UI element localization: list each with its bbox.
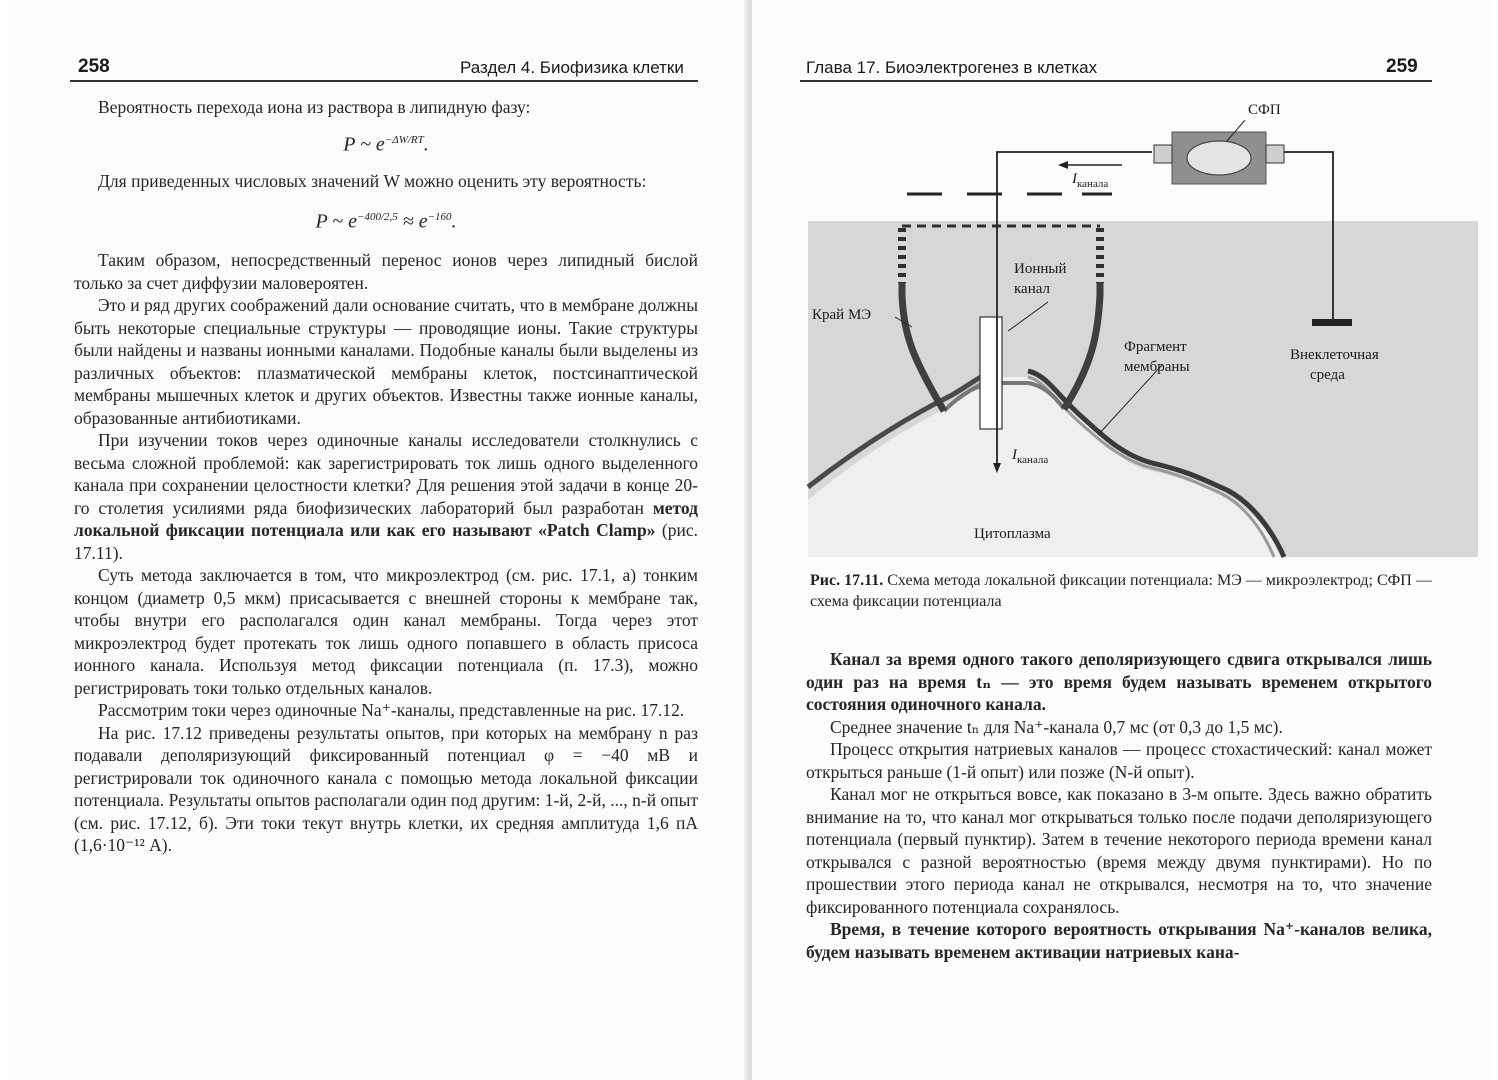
right-page: [752, 0, 1492, 1080]
paragraph-patch-clamp: При изучении токов через одиночные каналы исследователи столкнулись с весьма сложной проблемой: как зарегистрировать ток лишь одного выделенного канала при сохранении целостности клетки? Для решения этой задачи в конце 20-го столетия усилиями ряда биофизических лабораторий был разработан метод локальной фиксации потенциала или как его называют «Patch Clamp» (рис. 17.11).: [74, 430, 698, 563]
me-edge-label: Край МЭ: [812, 307, 872, 323]
estimate-paragraph: Для приведенных числовых значений W можно оценить эту вероятность:: [98, 170, 647, 191]
figure-number: Рис. 17.11.: [810, 572, 884, 589]
ion-channel-label-2: канал: [1014, 281, 1051, 297]
paragraph-ion-channels: Это и ряд других соображений дали основание считать, что в мембране должны быть некоторые специальные структуры — проводящие ионы. Такие структуры были найдены и названы ионными каналами. Подобные каналы были выделены из различных объектов: плазматической мембраны клеток, постсинаптической мембраны мышечных клеток и других объектов. Известны также ионные каналы, образованные антибиотиками.: [74, 295, 698, 428]
intro-paragraph: Вероятность перехода иона из раствора в липидную фазу:: [98, 97, 531, 117]
right-running-head: Глава 17. Биоэлектрогенез в клетках: [806, 58, 1098, 77]
sfp-connector-right: [1266, 145, 1284, 163]
fragment-label-1: Фрагмент: [1124, 339, 1187, 355]
ion-channel: [980, 317, 1002, 429]
left-page-header: [8, 56, 748, 86]
sfp-label: СФП: [1248, 102, 1281, 118]
formula-probability: P ~ $e^{-\Delta W/RT}$.: [343, 133, 429, 156]
left-running-head: Раздел 4. Биофизика клетки: [460, 58, 684, 77]
ground-electrode: [1312, 319, 1352, 326]
figure-caption: Рис. 17.11. Схема метода локальной фиксации потенциала: МЭ — микроэлектрод; СФП — схема фиксации потенциала: [810, 572, 1432, 610]
paragraph-diffusion: Таким образом, непосредственный перенос ионов через липидный бислой только за счет диффузии маловероятен.: [74, 250, 698, 293]
left-text-block: [74, 96, 698, 857]
right-header-rule: [800, 80, 1432, 82]
right-page-header: [752, 56, 1492, 86]
right-text-block: [806, 648, 1432, 963]
sfp-ellipse: [1187, 141, 1251, 175]
current-label-top: $I_{канала}$: [1072, 171, 1109, 190]
paragraph-open-time: Канал за время одного такого деполяризующего сдвига открывался лишь один раз на время tₙ — это время будем называть временем открытого состояния одиночного канала.: [806, 649, 1432, 714]
right-page-number: 259: [1386, 56, 1418, 77]
paragraph-experiments: На рис. 17.12 приведены результаты опытов, при которых на мембрану n раз подавали деполяризующий фиксированный потенциал φ = −40 мВ и регистрировали ток одиночного канала с помощью метода локальной фиксации потенциала. Результаты опытов располагали один под другим: 1-й, 2-й, ..., n-й опыт (см. рис. 17.12, б). Эти токи текут внутрь клетки, их средняя амплитуда 1,6 пА (1,6·10⁻¹² А).: [74, 722, 698, 856]
formula-estimate: P ~ $e^{-400/2,5} \approx e^{-160}$.: [315, 210, 457, 233]
paragraph-not-open: Канал мог не открыться вовсе, как показано в 3-м опыте. Здесь важно обратить внимание на то, что канал мог открываться только после подачи деполяризующего потенциала (первый пунктир). Затем в течение некоторого периода времени канал открывался с разной вероятностью (время между двумя пунктирами). Но по прошествии этого периода канал не открывался, несмотря на то, что значение фиксированного потенциала сохранялось.: [806, 784, 1432, 917]
patch-clamp-term: метод локальной фиксации потенциала или как его называют «Patch Clamp»: [74, 497, 698, 541]
left-page: [8, 0, 748, 1080]
extracellular-label-2: среда: [1310, 367, 1345, 383]
paragraph-method: Суть метода заключается в том, что микроэлектрод (см. рис. 17.1, а) тонким концом (диаметр 0,5 мкм) присасывается с внешней стороны к мембране так, чтобы внутри его располагался один канал мембраны. Тогда через этот микроэлектрод будет протекать ток лишь одного попавшего в область присоса ионного канала. Используя метод фиксации потенциала (п. 17.3), можно регистрировать токи только отдельных каналов.: [74, 565, 698, 698]
fragment-label-2: мембраны: [1124, 359, 1190, 375]
left-header-rule: [70, 80, 698, 82]
paragraph-mean-value: Среднее значение tₙ для Na⁺-канала 0,7 мс (от 0,3 до 1,5 мс).: [830, 716, 1283, 737]
patch-clamp-figure: [802, 95, 1482, 563]
extracellular-label-1: Внеклеточная: [1290, 347, 1379, 363]
paragraph-stochastic: Процесс открытия натриевых каналов — процесс стохастический: канал может открыться раньше (1-й опыт) или позже (N-й опыт).: [806, 739, 1432, 782]
paragraph-activation-time: Время, в течение которого вероятность открывания Na⁺-каналов велика, будем называть временем активации натриевых кана-: [806, 919, 1432, 962]
left-page-number: 258: [78, 56, 110, 77]
paragraph-na-channels: Рассмотрим токи через одиночные Na⁺-каналы, представленные на рис. 17.12.: [98, 700, 685, 721]
cytoplasm-label: Цитоплазма: [974, 526, 1051, 542]
ion-channel-label-1: Ионный: [1014, 261, 1067, 277]
current-label-bottom: $I_{канала}$: [1012, 447, 1049, 466]
sfp-connector-left: [1154, 145, 1172, 163]
